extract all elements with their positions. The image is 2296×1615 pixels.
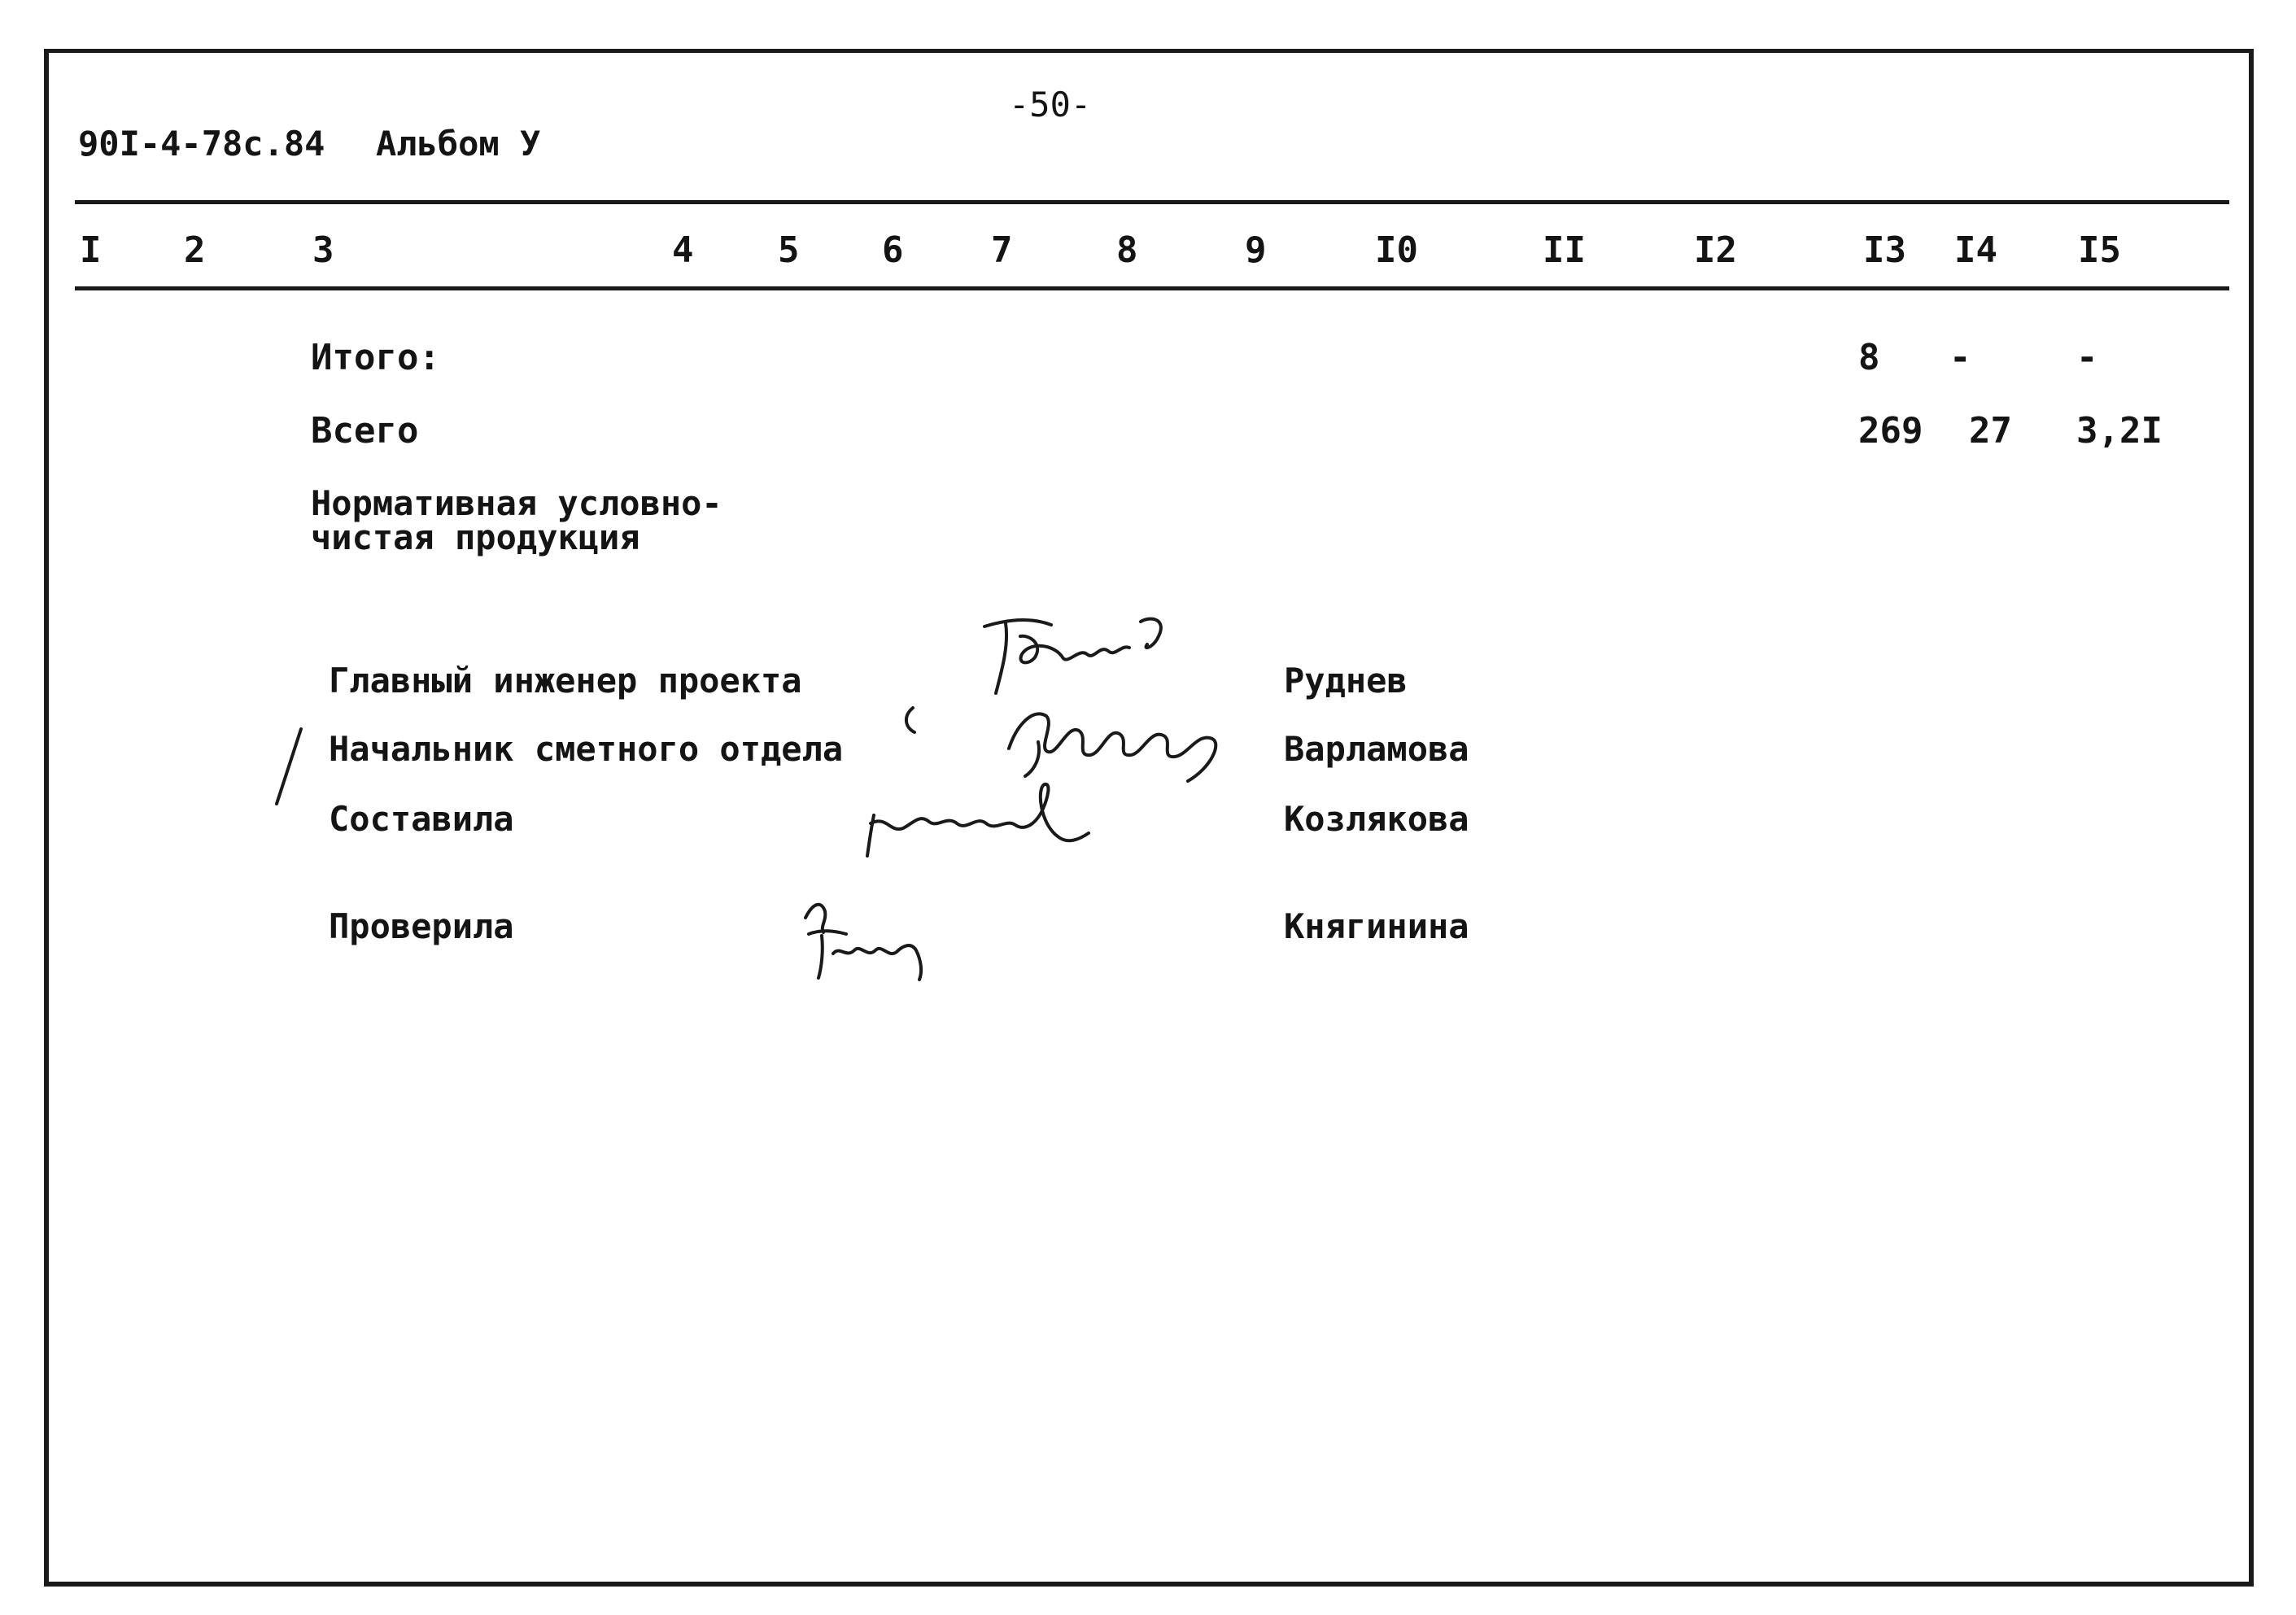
column-header: 8 — [1116, 229, 1138, 271]
cell-col13: 269 — [1858, 410, 1923, 452]
handwritten-signature-compiler — [862, 775, 1090, 864]
column-header: I3 — [1863, 229, 1906, 271]
column-header: I0 — [1375, 229, 1418, 271]
album-label: Альбом У — [376, 124, 541, 164]
row-label-vsego: Всего — [311, 410, 419, 452]
column-header: 7 — [991, 229, 1013, 271]
signature-role: Начальник сметного отдела — [329, 729, 844, 769]
cell-col13: 8 — [1858, 337, 1880, 378]
signature-name: Княгинина — [1284, 906, 1469, 946]
header-rule-bottom — [75, 286, 2229, 290]
cell-col14: 27 — [1969, 410, 2012, 452]
signature-name: Руднев — [1284, 661, 1408, 701]
column-header: 2 — [184, 229, 206, 271]
column-header: 3 — [312, 229, 334, 271]
column-header: II — [1543, 229, 1586, 271]
column-header: 5 — [778, 229, 800, 271]
header-rule-top — [75, 200, 2229, 204]
note-line-1: Нормативная условно- — [311, 483, 722, 523]
column-header: 6 — [882, 229, 904, 271]
signature-role: Составила — [329, 799, 514, 839]
margin-pen-mark — [268, 722, 309, 812]
handwritten-signature-reviewer — [797, 893, 960, 983]
note-line-2: чистая продукция — [311, 517, 640, 557]
column-header: I2 — [1694, 229, 1737, 271]
column-header: 9 — [1245, 229, 1267, 271]
signature-name: Варламова — [1284, 729, 1469, 769]
column-header: I — [80, 229, 102, 271]
cell-col15: - — [2076, 337, 2098, 378]
column-header: I5 — [2078, 229, 2121, 271]
page-number: -50- — [1009, 85, 1092, 124]
signature-name: Козлякова — [1284, 799, 1469, 839]
signature-role: Главный инженер проекта — [329, 661, 802, 701]
cell-col14: - — [1949, 337, 1971, 378]
column-header: I4 — [1954, 229, 1997, 271]
cell-col15: 3,2I — [2076, 410, 2163, 452]
document-code: 90I-4-78c.84 — [78, 124, 325, 164]
column-header: 4 — [672, 229, 694, 271]
row-label-itogo: Итого: — [311, 337, 440, 378]
signature-role: Проверила — [329, 906, 514, 946]
